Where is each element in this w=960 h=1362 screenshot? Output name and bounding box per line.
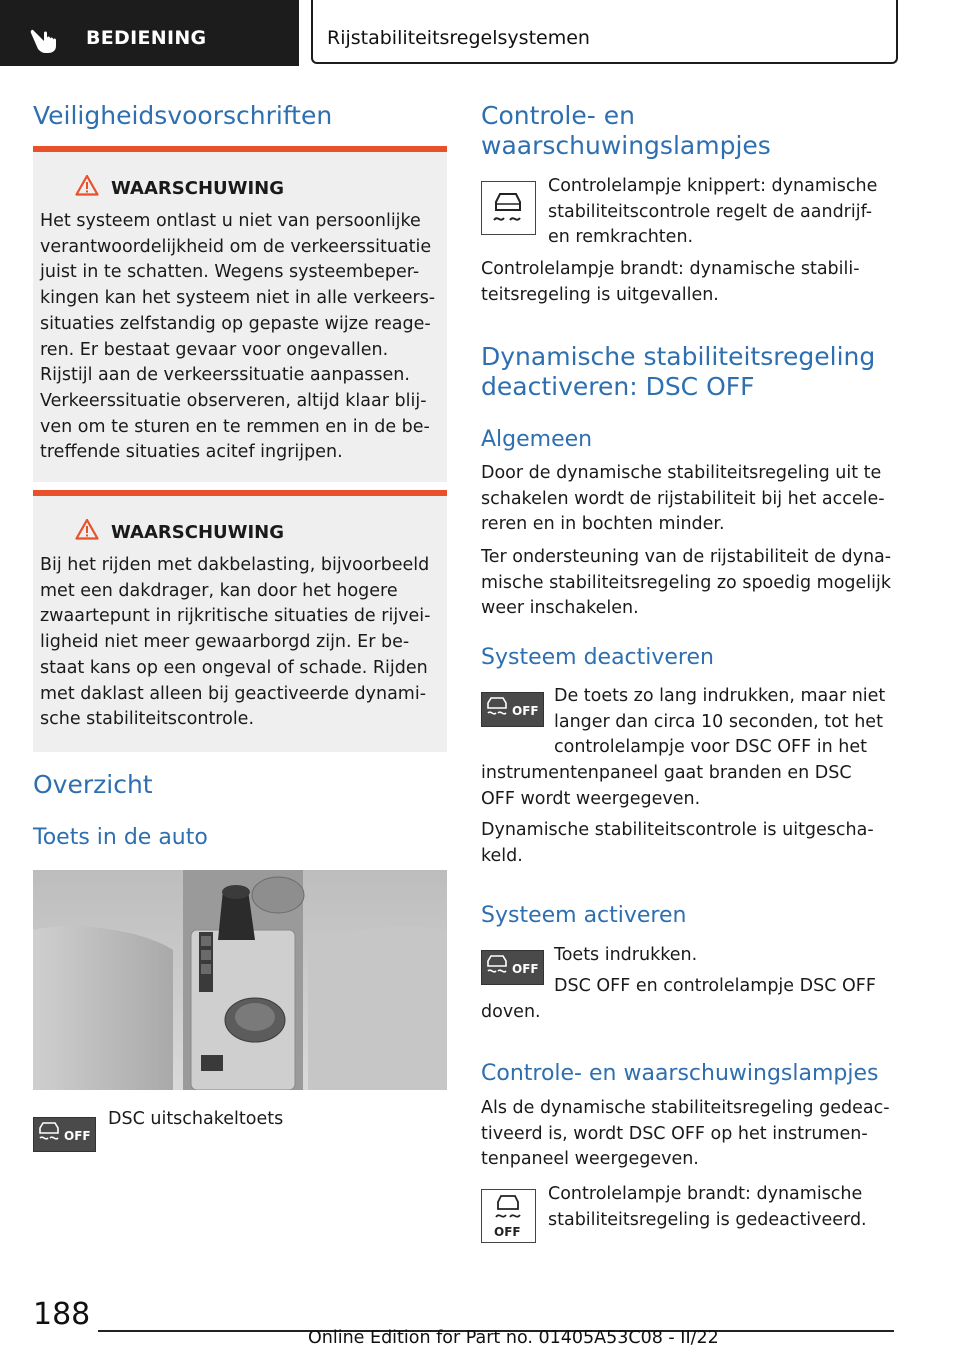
text-line: Bij het rijden met dakbelasting, bijvoorbeeld <box>40 555 430 575</box>
text-line: ligheid niet meer gewaarborgd zijn. Er be- <box>40 632 410 653</box>
off-label: OFF <box>494 1225 521 1239</box>
button-caption: DSC uitschakeltoets <box>108 1109 284 1129</box>
car-skid-icon <box>34 1118 94 1150</box>
subsection-title-general: Algemeen <box>481 427 593 452</box>
warning-label: WAARSCHUWING <box>111 522 285 543</box>
warning-text <box>40 209 440 466</box>
deactivate-text <box>481 761 852 812</box>
text-line: stabiliteitscontrole regelt de aandrijf- <box>548 201 873 222</box>
activate-result-line-1: DSC OFF en controlelampje DSC OFF <box>554 976 876 996</box>
chapter-tab <box>311 0 898 64</box>
text-line: OFF wordt weergegeven. <box>481 788 701 809</box>
dsc-off-button-icon <box>481 950 544 985</box>
text-line: controlelampje voor DSC OFF in het <box>554 737 867 758</box>
subsection-title-activate: Systeem activeren <box>481 903 687 928</box>
section-title-lamps-1: Controle- en <box>481 101 635 130</box>
deactivate-paragraph-2 <box>481 818 874 869</box>
text-line: instrumentenpaneel gaat branden en DSC <box>481 763 852 783</box>
page-number: 188 <box>33 1297 91 1332</box>
warning-triangle-icon <box>75 518 99 540</box>
text-line: met een dakdrager, kan door het hogere <box>40 580 398 601</box>
section-title-safety: Veiligheidsvoorschriften <box>33 101 333 130</box>
text-line: langer dan circa 10 seconden, tot het <box>554 711 883 732</box>
text-line: tiveerd is, wordt DSC OFF op het instrumen- <box>481 1123 868 1144</box>
subsection-title-deactivate: Systeem deactiveren <box>481 645 714 670</box>
warning-text <box>40 553 440 733</box>
lamp-blink-text <box>548 174 877 251</box>
text-line: schakelen wordt de rijstabiliteit bij het accele- <box>481 488 885 509</box>
text-line: Dynamische stabiliteitscontrole is uitgescha- <box>481 820 874 840</box>
text-line: ren. Er bestaat gevaar voor ongevallen. <box>40 339 389 360</box>
section-title-lamps-2: waarschuwingslampjes <box>481 131 771 160</box>
off-label: OFF <box>512 962 539 976</box>
car-skid-icon <box>482 693 542 725</box>
text-line: Verkeerssituatie observeren, altijd klaar blij- <box>40 390 427 411</box>
edition-note: Online Edition for Part no. 01405A53C08 - II/22 <box>308 1328 719 1348</box>
chapter-label: Rijstabiliteitsregelsystemen <box>327 27 590 49</box>
text-line: Als de dynamische stabiliteitsregeling gedeac- <box>481 1098 890 1118</box>
warning-box <box>33 490 447 752</box>
text-line: zwaartepunt in rijkritische situaties de rijvei- <box>40 606 431 627</box>
section-title-dsc-1: Dynamische stabiliteitsregeling <box>481 342 876 371</box>
text-line: Door de dynamische stabiliteitsregeling uit te <box>481 463 882 483</box>
text-line: teitsregeling is uitgevallen. <box>481 284 719 305</box>
text-line: Rijstijl aan de verkeerssituatie aanpassen. <box>40 365 410 386</box>
section-tab <box>0 0 299 66</box>
text-line: weer inschakelen. <box>481 598 639 619</box>
text-line: mische stabiliteitsregeling zo spoedig mogelijk <box>481 572 892 593</box>
text-line: treffende situaties acitef ingrijpen. <box>40 442 343 463</box>
warning-label: WAARSCHUWING <box>111 178 285 199</box>
activate-step: Toets indrukken. <box>554 945 698 965</box>
text-line: Controlelampje brandt: dynamische stabili- <box>481 259 860 279</box>
car-skid-icon <box>482 951 542 983</box>
off-label: OFF <box>64 1129 91 1143</box>
subsection-title-button: Toets in de auto <box>33 825 208 850</box>
text-line: sche stabiliteitscontrole. <box>40 709 255 730</box>
text-line: verantwoordelijkheid om de verkeerssituatie <box>40 236 432 257</box>
dsc-indicator-icon <box>481 181 536 235</box>
dsc-off-button-icon <box>33 1117 96 1152</box>
car-skid-off-icon <box>482 1190 534 1241</box>
hand-pointer-icon <box>30 24 66 54</box>
lamps-paragraph <box>481 1096 890 1173</box>
section-title-overview: Overzicht <box>33 770 153 799</box>
text-line: De toets zo lang indrukken, maar niet <box>554 686 886 706</box>
section-label: BEDIENING <box>86 27 207 49</box>
general-paragraph-1 <box>481 461 885 538</box>
activate-result-line-2: doven. <box>481 1002 541 1022</box>
text-line: Controlelampje brandt: dynamische <box>548 1184 863 1204</box>
text-line: reren en in bochten minder. <box>481 514 725 535</box>
lamp-on-text <box>481 257 860 308</box>
center-console-photo <box>33 870 447 1090</box>
warning-box <box>33 146 447 482</box>
text-line: met daklast alleen bij geactiveerde dynami- <box>40 683 427 704</box>
section-title-dsc-2: deactiveren: DSC OFF <box>481 372 755 401</box>
deactivate-text-indented <box>554 684 885 761</box>
general-paragraph-2 <box>481 545 891 622</box>
text-line: juist in te schatten. Wegens systeembeper- <box>40 262 420 283</box>
text-line: Het systeem ontlast u niet van persoonlijke <box>40 211 421 231</box>
off-label: OFF <box>512 704 539 718</box>
dsc-off-button-icon <box>481 692 544 727</box>
text-line: en remkrachten. <box>548 227 694 248</box>
console-illustration <box>33 870 447 1090</box>
text-line: stabiliteitsregeling is gedeactiveerd. <box>548 1209 867 1230</box>
text-line: situaties zelfstandig op gepaste wijze reage- <box>40 313 431 334</box>
text-line: ven om te sturen en te remmen en in de be- <box>40 416 430 437</box>
text-line: Ter ondersteuning van de rijstabiliteit de dyna- <box>481 547 892 567</box>
subsection-title-lamps: Controle- en waarschuwingslampjes <box>481 1061 879 1086</box>
text-line: staat kans op een ongeval of schade. Rijden <box>40 657 428 678</box>
dsc-off-indicator-icon <box>481 1189 536 1243</box>
text-line: Controlelampje knippert: dynamische <box>548 176 878 196</box>
text-line: tenpaneel weergegeven. <box>481 1149 699 1170</box>
text-line: keld. <box>481 845 523 866</box>
warning-triangle-icon <box>75 174 99 196</box>
car-skid-icon <box>482 182 534 233</box>
lamp-deactivated-text <box>548 1182 867 1233</box>
text-line: kingen kan het systeem niet in alle verkeers- <box>40 288 436 309</box>
